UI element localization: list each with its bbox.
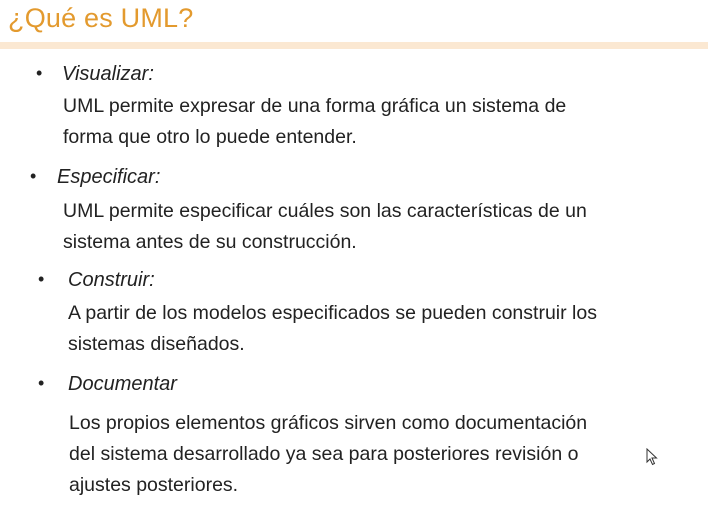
bullet-description [68,298,597,360]
bullet-especificar [30,166,230,192]
description-line: UML permite especificar cuáles son las características de un [63,200,587,222]
mouse-pointer-icon [646,448,658,466]
bullet-dot-icon: • [36,63,43,83]
bullet-description [69,408,587,501]
description-line: Los propios elementos gráficos sirven como documentación [69,412,588,434]
bullet-construir [38,269,238,295]
description-line: A partir de los modelos especificados se pueden construir los [68,302,597,324]
title-divider [0,42,708,49]
bullet-documentar [38,373,238,399]
description-line: sistemas diseñados. [68,333,245,355]
bullet-dot-icon: • [30,166,37,186]
description-line: sistema antes de su construcción. [63,231,357,253]
description-line: forma que otro lo puede entender. [63,126,357,148]
bullet-term: Visualizar: [62,63,154,85]
bullet-dot-icon: • [38,269,45,289]
bullet-term: Construir: [68,269,155,291]
bullet-description [63,91,566,153]
bullet-description [63,196,587,258]
description-line: del sistema desarrollado ya sea para posteriores revisión o [69,443,579,465]
title-bar [0,0,708,44]
bullet-visualizar [36,63,236,89]
bullet-dot-icon: • [38,373,45,393]
description-line: ajustes posteriores. [69,474,239,496]
description-line: UML permite expresar de una forma gráfica un sistema de [63,95,567,117]
bullet-term: Especificar: [57,166,161,188]
slide-title: ¿Qué es UML? [8,3,194,33]
bullet-term: Documentar [68,373,177,395]
